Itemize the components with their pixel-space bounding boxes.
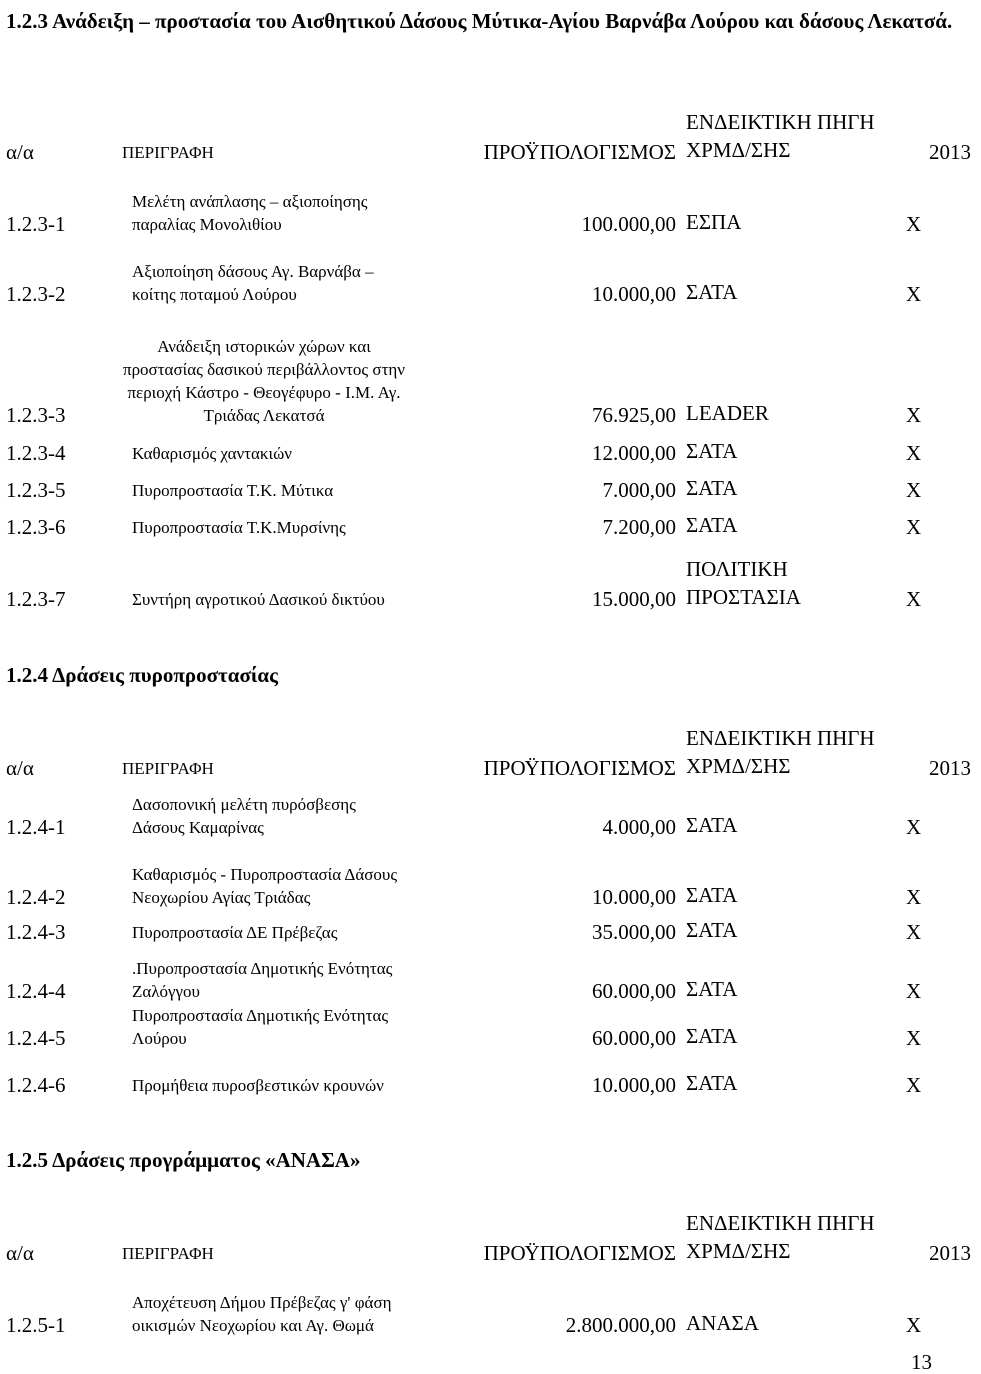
row-year: Χ [906,815,922,839]
table-row [0,502,981,539]
row-aa: 1.2.3-2 [6,282,66,306]
row-description: Καθαρισμός χαντακιών [132,444,292,463]
row-budget: 10.000,00 [592,885,676,909]
header-description: ΠΕΡΙΓΡΑΦΗ [122,759,214,778]
header-description: ΠΕΡΙΓΡΑΦΗ [122,1244,214,1263]
table-row [0,839,981,909]
row-description: Μελέτη ανάπλασης – αξιοποίησης παραλίας Μονολιθίου [132,192,368,234]
row-aa: 1.2.4-1 [6,815,66,839]
row-year: Χ [906,1073,922,1097]
table-row [0,539,981,611]
row-description: Πυροπροστασία ΔΕ Πρέβεζας [132,923,338,942]
row-year: Χ [906,1026,922,1050]
table-row [0,1050,981,1097]
row-year: Χ [906,441,922,465]
table-row [0,944,981,1003]
row-budget: 60.000,00 [592,1026,676,1050]
row-aa: 1.2.4-3 [6,920,66,944]
row-budget: 76.925,00 [592,403,676,427]
row-budget: 15.000,00 [592,587,676,611]
header-budget: ΠΡΟΫΠΟΛΟΓΙΣΜΟΣ [483,756,676,780]
header-source: ΕΝΔΕΙΚΤΙΚΗ ΠΗΓΗ ΧΡΜΔ/ΣΗΣ [686,110,875,162]
row-budget: 10.000,00 [592,282,676,306]
table-header-row [0,80,981,164]
table-header-row [0,696,981,780]
row-aa: 1.2.3-1 [6,212,66,236]
row-budget: 35.000,00 [592,920,676,944]
row-year: Χ [906,282,922,306]
row-source: LEADER [686,401,769,425]
section-heading: 1.2.5 Δράσεις προγράμματος «ΑΝΑΣΑ» [6,1148,361,1172]
row-budget: 7.000,00 [602,478,676,502]
section-heading: 1.2.4 Δράσεις πυροπροστασίας [6,663,278,687]
row-budget: 10.000,00 [592,1073,676,1097]
header-year: 2013 [929,756,971,780]
row-source: ΣΑΤΑ [686,476,738,500]
row-year: Χ [906,587,922,611]
table-row [0,465,981,502]
row-source: ΣΑΤΑ [686,918,738,942]
header-aa: α/α [6,756,34,780]
row-aa: 1.2.5-1 [6,1313,66,1337]
row-description: Συντήρη αγροτικού Δασικού δικτύου [132,590,385,609]
table-row [0,780,981,839]
header-year: 2013 [929,140,971,164]
row-description: .Πυροπροστασία Δημοτικής Ενότητας Ζαλόγγου [132,959,393,1001]
row-budget: 12.000,00 [592,441,676,465]
table-row [0,1003,981,1050]
row-aa: 1.2.3-6 [6,515,66,539]
row-source: ΣΑΤΑ [686,513,738,537]
row-aa: 1.2.4-6 [6,1073,66,1097]
row-source: ΣΑΤΑ [686,813,738,837]
section-heading: 1.2.3 Ανάδειξη – προστασία του Αισθητικού Δάσους Μύτικα-Αγίου Βαρνάβα Λούρου και δάσους Λεκατσά. [6,9,953,33]
header-budget: ΠΡΟΫΠΟΛΟΓΙΣΜΟΣ [483,1241,676,1265]
table-row [0,164,981,236]
row-description: Αποχέτευση Δήμου Πρέβεζας γ' φάση οικισμών Νεοχωρίου και Αγ. Θωμά [132,1293,392,1335]
row-year: Χ [906,403,922,427]
row-budget: 2.800.000,00 [565,1313,676,1337]
row-description: Προμήθεια πυροσβεστικών κρουνών [132,1076,384,1095]
row-description: Ανάδειξη ιστορικών χώρων και προστασίας δασικού περιβάλλοντος στην περιοχή Κάστρο - Θεογέφυρο - Ι.Μ. Αγ. Τριάδας Λεκατσά [122,337,405,425]
header-description: ΠΕΡΙΓΡΑΦΗ [122,143,214,162]
row-year: Χ [906,920,922,944]
row-source: ΕΣΠΑ [686,210,742,234]
row-year: Χ [906,885,922,909]
table-row [0,909,981,944]
row-description: Καθαρισμός - Πυροπροστασία Δάσους Νεοχωρίου Αγίας Τριάδας [132,865,398,907]
row-aa: 1.2.4-5 [6,1026,66,1050]
table-row [0,427,981,465]
row-source: ΣΑΤΑ [686,977,738,1001]
row-year: Χ [906,979,922,1003]
header-aa: α/α [6,140,34,164]
table-row [0,306,981,427]
row-source: ΠΟΛΙΤΙΚΗ ΠΡΟΣΤΑΣΙΑ [686,557,801,609]
row-source: ΣΑΤΑ [686,883,738,907]
row-year: Χ [906,478,922,502]
row-description: Δασοπονική μελέτη πυρόσβεσης Δάσους Καμαρίνας [132,795,356,837]
actions-table [0,1181,981,1337]
row-budget: 4.000,00 [602,815,676,839]
row-aa: 1.2.3-7 [6,587,66,611]
row-year: Χ [906,212,922,236]
header-source: ΕΝΔΕΙΚΤΙΚΗ ΠΗΓΗ ΧΡΜΔ/ΣΗΣ [686,726,875,778]
header-budget: ΠΡΟΫΠΟΛΟΓΙΣΜΟΣ [483,140,676,164]
row-description: Πυροπροστασία Δημοτικής Ενότητας Λούρου [132,1006,389,1048]
row-source: ΣΑΤΑ [686,439,738,463]
table-row [0,236,981,306]
row-year: Χ [906,1313,922,1337]
row-aa: 1.2.3-4 [6,441,66,465]
row-budget: 7.200,00 [602,515,676,539]
table-row [0,1265,981,1337]
row-aa: 1.2.4-2 [6,885,66,909]
row-source: ΣΑΤΑ [686,280,738,304]
row-aa: 1.2.4-4 [6,979,66,1003]
row-budget: 60.000,00 [592,979,676,1003]
header-aa: α/α [6,1241,34,1265]
row-aa: 1.2.3-5 [6,478,66,502]
page-number: 13 [911,1350,932,1374]
row-description: Πυροπροστασία Τ.Κ.Μυρσίνης [132,518,346,537]
row-source: ΣΑΤΑ [686,1024,738,1048]
actions-table [0,696,981,1097]
row-description: Πυροπροστασία Τ.Κ. Μύτικα [132,481,334,500]
row-description: Αξιοποίηση δάσους Αγ. Βαρνάβα – κοίτης ποταμού Λούρου [132,262,374,304]
row-budget: 100.000,00 [581,212,676,236]
header-source: ΕΝΔΕΙΚΤΙΚΗ ΠΗΓΗ ΧΡΜΔ/ΣΗΣ [686,1211,875,1263]
actions-table [0,80,981,611]
table-header-row [0,1181,981,1265]
row-aa: 1.2.3-3 [6,403,66,427]
row-year: Χ [906,515,922,539]
row-source: ΣΑΤΑ [686,1071,738,1095]
header-year: 2013 [929,1241,971,1265]
row-source: ΑΝΑΣΑ [686,1311,759,1335]
